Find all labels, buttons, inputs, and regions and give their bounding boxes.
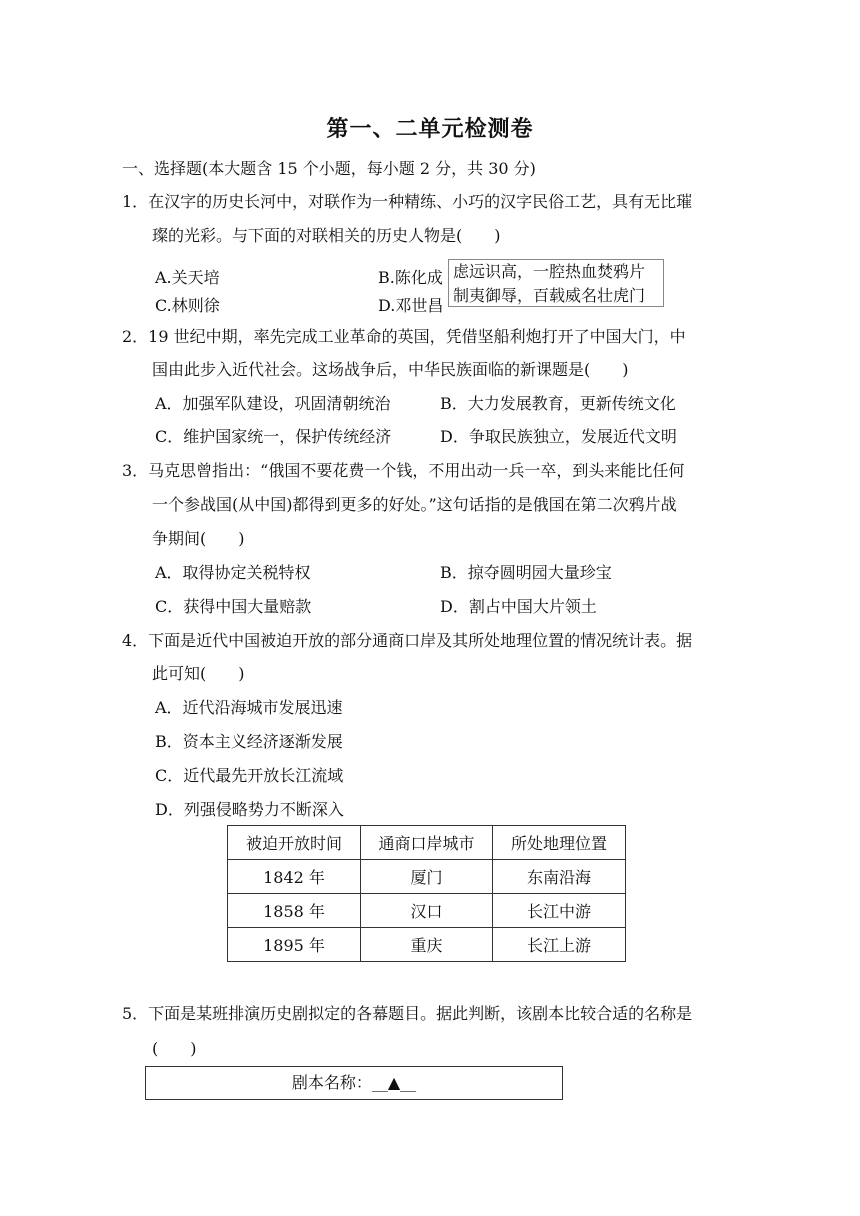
q1-option-b: B.陈化成 <box>378 268 443 287</box>
table-cell: 东南沿海 <box>493 860 626 894</box>
table-header-cell: 被迫开放时间 <box>228 826 361 860</box>
q4-option-c: C．近代最先开放长江流域 <box>155 766 344 785</box>
q1-option-a: A.关天培 <box>155 268 220 287</box>
table-cell: 1858 年 <box>228 894 361 928</box>
q3-stem-line2: 一个参战国(从中国)都得到更多的好处。”这句话指的是俄国在第二次鸦片战 <box>152 495 677 514</box>
table-header-cell: 所处地理位置 <box>493 826 626 860</box>
table-cell: 长江中游 <box>493 894 626 928</box>
table-row <box>228 894 626 928</box>
q3-stem-line1: 3．马克思曾指出：“俄国不要花费一个钱，不用出动一兵一卒，到头来能比任何 <box>122 461 685 480</box>
table-cell: 汉口 <box>361 894 493 928</box>
table-row <box>228 928 626 962</box>
q3-stem-line3: 争期间( ) <box>152 529 245 548</box>
q5-stem-line1: 5．下面是某班排演历史剧拟定的各幕题目。据此判断，该剧本比较合适的名称是 <box>122 1004 693 1023</box>
q1-stem-line2: 璨的光彩。与下面的对联相关的历史人物是( ) <box>152 226 501 245</box>
q2-option-b: B．大力发展教育，更新传统文化 <box>440 394 676 413</box>
play-name-label: 剧本名称： <box>291 1073 372 1092</box>
q2-option-d: D．争取民族独立，发展近代文明 <box>440 427 677 446</box>
table-header-row <box>228 826 626 860</box>
q3-option-a: A．取得协定关税特权 <box>155 563 311 582</box>
q1-option-d: D.邓世昌 <box>378 296 444 315</box>
q4-stem-line1: 4．下面是近代中国被迫开放的部分通商口岸及其所处地理位置的情况统计表。据 <box>122 631 693 650</box>
q4-option-d: D．列强侵略势力不断深入 <box>155 800 344 819</box>
q4-stem-line2: 此可知( ) <box>152 664 245 683</box>
q3-option-b: B．掠夺圆明园大量珍宝 <box>440 563 612 582</box>
page-title: 第一、二单元检测卷 <box>326 117 534 142</box>
q3-option-c: C．获得中国大量赔款 <box>155 597 312 616</box>
table-cell: 1842 年 <box>228 860 361 894</box>
table-cell: 重庆 <box>361 928 493 962</box>
q2-stem-line2: 国由此步入近代社会。这场战争后，中华民族面临的新课题是( ) <box>152 360 629 379</box>
couplet-box <box>448 259 664 307</box>
table-row <box>228 860 626 894</box>
q2-option-c: C．维护国家统一，保护传统经济 <box>155 427 392 446</box>
table-cell: 1895 年 <box>228 928 361 962</box>
q1-option-c: C.林则徐 <box>155 296 220 315</box>
treaty-port-table <box>227 825 626 962</box>
table-header-cell: 通商口岸城市 <box>361 826 493 860</box>
couplet-line-1: 虑远识高，一腔热血焚鸦片 <box>453 262 646 281</box>
q4-option-a: A．近代沿海城市发展迅速 <box>155 698 343 717</box>
section-heading: 一、选择题(本大题含 15 个小题，每小题 2 分，共 30 分) <box>122 159 536 178</box>
q3-option-d: D．割占中国大片领土 <box>440 597 597 616</box>
table-cell: 厦门 <box>361 860 493 894</box>
play-name-blank: __▲__ <box>371 1073 417 1092</box>
q4-option-b: B．资本主义经济逐渐发展 <box>155 732 343 751</box>
couplet-line-2: 制夷御辱，百载威名壮虎门 <box>453 286 646 305</box>
play-name-box <box>145 1066 563 1100</box>
q2-stem-line1: 2．19 世纪中期，率先完成工业革命的英国，凭借坚船利炮打开了中国大门，中 <box>122 327 686 346</box>
q2-option-a: A．加强军队建设，巩固清朝统治 <box>155 394 391 413</box>
table-cell: 长江上游 <box>493 928 626 962</box>
q5-stem-line2: ( ) <box>152 1039 197 1058</box>
q1-stem-line1: 1．在汉字的历史长河中，对联作为一种精练、小巧的汉字民俗工艺，具有无比璀 <box>122 192 693 211</box>
